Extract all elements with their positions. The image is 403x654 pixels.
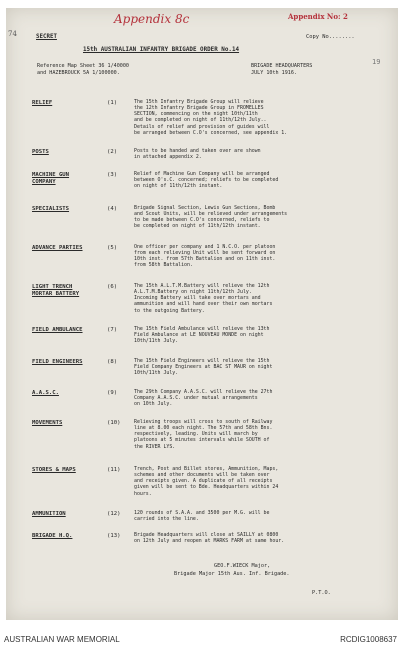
appendix-handwritten-note: Appendix 8c: [114, 12, 190, 26]
paragraph-heading: [32, 149, 49, 156]
paragraph-heading-line: STORES & MAPS: [32, 467, 76, 473]
paragraph-line: platoons at 5 minutes intervals while SOUTH of: [134, 437, 270, 444]
paragraph-line: line at 8.00 each night. The 57th and 58th Bns.: [134, 425, 273, 432]
paragraph-line: 10th/11th July.: [134, 338, 179, 345]
paragraph-body: [134, 205, 287, 230]
paragraph-line: between O's.C. concerned; reliefs to be completed: [134, 177, 279, 184]
paragraph-body: [134, 99, 287, 136]
paragraph-line: carried into the line.: [134, 516, 199, 523]
margin-number-left: 74: [8, 30, 17, 38]
paragraph-line: 10th/11th July.: [134, 370, 179, 377]
paragraph-line: The 15th Field Engineers will relieve the 15th: [134, 358, 270, 364]
paragraph-number: (6): [107, 284, 118, 290]
paragraph-line: schemes and other documents will be taken over: [134, 472, 270, 479]
secret-label: SECRET: [36, 34, 57, 40]
paragraph-body: [134, 148, 261, 160]
paragraph-number: (10): [107, 420, 121, 426]
paragraph-body: [134, 326, 269, 344]
paragraph-line: 10th inst. from 57th Battalion and on 11th inst.: [134, 256, 276, 263]
paragraph-body: [134, 389, 272, 407]
reference-map-line-2: and HAZEBROUCK 5A 1/100000.: [37, 70, 120, 76]
paragraph-heading: [32, 390, 59, 397]
copy-number: Copy No........: [306, 34, 355, 40]
paragraph-line: The 15th Field Ambulance will relieve the 13th: [134, 326, 270, 332]
paragraph-body: [134, 171, 278, 189]
paragraph-heading: [32, 100, 52, 107]
margin-number-right: 19: [372, 58, 381, 66]
paragraph-line: hours.: [134, 490, 152, 497]
paragraph-heading: [32, 327, 83, 334]
paragraph-line: One officer per company and 1 N.C.O. per platoon: [134, 244, 276, 250]
archive-name: AUSTRALIAN WAR MEMORIAL: [4, 635, 120, 644]
paragraph-line: and be completed on night of 11th/12th July..: [134, 117, 267, 124]
paragraph-line: Company A.A.S.C. under mutual arrangements: [134, 395, 258, 402]
paragraph-line: on 12th July and reopen at MARKS FARM at same hour.: [134, 538, 285, 545]
archive-record-id: RCDIG1008637: [340, 635, 397, 644]
paragraph-body: [134, 419, 272, 450]
paragraph-line: to be made between C.O's concerned, reliefs to: [134, 217, 270, 224]
paragraph-line: be arranged between C.O's concerned, see appendix 1.: [134, 129, 288, 136]
paragraph-number: (12): [107, 511, 121, 517]
paragraph-line: and receipts given. A duplicate of all receipts: [134, 478, 273, 485]
document-page: [6, 8, 398, 620]
paragraph-line: given will be sent to Bde. Headquarters within 24: [134, 484, 279, 491]
paragraph-heading-line: FIELD ENGINEERS: [32, 359, 83, 365]
paragraph-line: be completed on night of 11th/12th instant.: [134, 223, 261, 230]
paragraph-line: the 12th Infantry Brigade Group in FROMELLES: [134, 105, 264, 112]
paragraph-heading-line: MORTAR BATTERY: [32, 290, 80, 297]
paragraph-body: [134, 358, 272, 376]
paragraph-line: on night of 11th/12th instant.: [134, 183, 223, 190]
paragraph-line: SECTION, commencing on the night 10th/11th: [134, 111, 258, 118]
paragraph-heading: [32, 206, 69, 213]
paragraph-heading-line: AMMUNITION: [32, 511, 66, 517]
paragraph-line: from 58th Battalion.: [134, 262, 193, 269]
paragraph-line: from each relieving Unit will be sent forward on: [134, 250, 276, 257]
archive-footer: [0, 622, 403, 654]
paragraph-number: (4): [107, 206, 118, 212]
pto-label: P.T.O.: [312, 590, 331, 596]
paragraph-heading-line: FIELD AMBULANCE: [32, 327, 83, 333]
paragraph-heading: [32, 511, 66, 518]
paragraph-heading-line: COMPANY: [32, 178, 56, 185]
paragraph-number: (3): [107, 172, 118, 178]
order-title: 15th AUSTRALIAN INFANTRY BRIGADE ORDER No.14: [83, 47, 240, 53]
paragraph-line: Posts to be handed and taken over are shown: [134, 148, 261, 154]
paragraph-body: [134, 244, 275, 269]
paragraph-line: Brigade Signal Section, Lewis Gun Sections, Bomb: [134, 205, 276, 211]
paragraph-heading-line: MACHINE GUN: [32, 172, 70, 178]
paragraph-number: (13): [107, 533, 121, 539]
paragraph-line: Field Ambulance at LE NOUVEAU MONDE on night: [134, 332, 264, 339]
paragraph-heading: [32, 420, 62, 427]
paragraph-line: the RIVER LYS.: [134, 443, 176, 450]
paragraph-heading-line: ADVANCE PARTIES: [32, 245, 83, 251]
paragraph-line: Relief of Machine Gun Company will be arranged: [134, 171, 270, 177]
paragraph-heading: [32, 359, 83, 366]
paragraph-line: ammunition and will hand over their own mortars: [134, 301, 273, 308]
paragraph-line: Trench, Post and Billet stores, Ammunition, Maps,: [134, 466, 279, 472]
signature-title: Brigade Major 15th Aus. Inf. Brigade.: [174, 571, 290, 577]
paragraph-heading-line: A.A.S.C.: [32, 390, 59, 396]
paragraph-body: [134, 510, 269, 522]
paragraph-number: (5): [107, 245, 118, 251]
paragraph-line: Details of relief and provision of guides will: [134, 123, 270, 130]
paragraph-line: The 15th Infantry Brigade Group will relieve: [134, 99, 264, 105]
paragraph-heading: [32, 467, 76, 474]
paragraph-line: and Scout Units, will be relieved under arrangements: [134, 211, 288, 218]
paragraph-line: Relieving troops will cross to south of Railway: [134, 419, 273, 425]
paragraph-line: The 29th Company A.A.S.C. will relieve the 27th: [134, 389, 273, 395]
paragraph-number: (8): [107, 359, 118, 365]
paragraph-heading: [32, 172, 69, 185]
brigade-hq-line-2: JULY 10th 1916.: [251, 70, 298, 76]
paragraph-heading-line: POSTS: [32, 149, 49, 155]
paragraph-line: A.L.T.M.Battery on night 11th/12th July.: [134, 289, 252, 296]
paragraph-line: in attached appendix 2.: [134, 154, 202, 161]
appendix-number-stamp: Appendix No: 2: [288, 12, 348, 21]
paragraph-heading: [32, 245, 83, 252]
paragraph-heading-line: SPECIALISTS: [32, 206, 70, 212]
paragraph-body: [134, 532, 284, 544]
reference-map-line-1: Reference Map Sheet 36 1/40000: [37, 63, 130, 69]
paragraph-line: to the outgoing Battery.: [134, 307, 205, 314]
brigade-hq-line-1: BRIGADE HEADQUARTERS: [251, 63, 313, 69]
paragraph-number: (9): [107, 390, 118, 396]
paragraph-heading-line: BRIGADE H.Q.: [32, 533, 73, 539]
paragraph-line: Brigade Headquarters will close at SAILLY at 0800: [134, 532, 279, 538]
paragraph-body: [134, 283, 272, 314]
paragraph-line: 120 rounds of S.A.A. and 3500 per M.G. will be: [134, 510, 270, 516]
paragraph-number: (11): [107, 467, 121, 473]
paragraph-heading-line: LIGHT TRENCH: [32, 284, 73, 290]
paragraph-line: Incoming Battery will take over mortars and: [134, 295, 261, 302]
paragraph-line: respectively, leading. Units will march by: [134, 431, 258, 438]
paragraph-line: Field Company Engineers at BAC ST MAUR on night: [134, 364, 273, 371]
paragraph-line: on 10th July.: [134, 401, 173, 408]
paragraph-heading: [32, 284, 79, 297]
paragraph-number: (7): [107, 327, 118, 333]
paragraph-line: The 15th A.L.T.M.Battery will relieve the 12th: [134, 283, 270, 289]
paragraph-body: [134, 466, 278, 497]
paragraph-heading: [32, 533, 72, 540]
paragraph-number: (1): [107, 100, 118, 106]
paragraph-heading-line: MOVEMENTS: [32, 420, 63, 426]
paragraph-heading-line: RELIEF: [32, 100, 53, 106]
signature-name: GEO.F.WIECK Major,: [214, 563, 271, 569]
paragraph-number: (2): [107, 149, 118, 155]
